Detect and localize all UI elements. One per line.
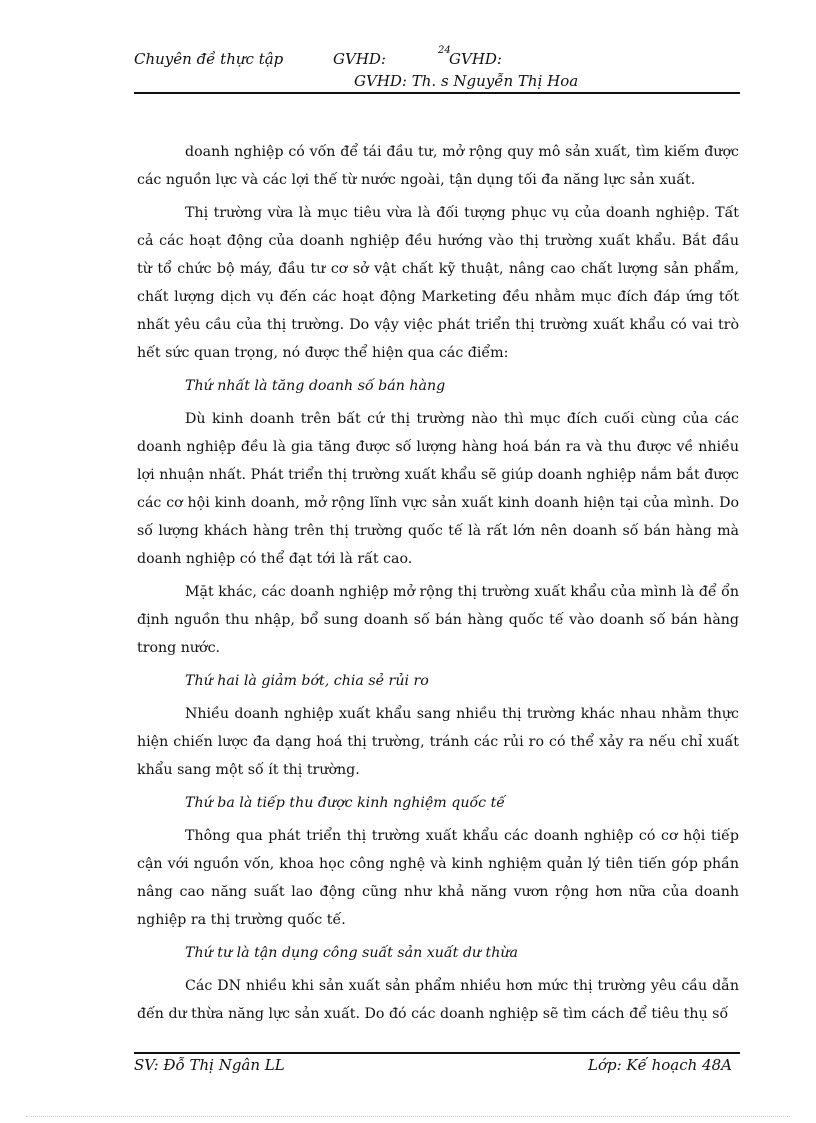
section-heading: Thứ hai là giảm bớt, chia sẻ rủi ro [185,673,429,689]
section-heading: Thứ ba là tiếp thu được kinh nghiệm quốc tế [185,795,506,811]
paragraph: Dù kinh doanh trên bất cứ thị trường nào thì mục đích cuối cùng của các doanh nghiệp đều là gia tăng được số lượng hàng hoá bán ra và thu được về nhiều lợi nhuận nhất. Phát triển thị trường xuất khẩu sẽ giúp doanh nghiệp nắm bắt được các cơ hội kinh doanh, mở rộng lĩnh vực sản xuất kinh doanh hiện tại của mình. Do số lượng khách hàng trên thị trường quốc tế là rất lớn nên doanh số bán hàng mà doanh nghiệp có thể đạt tới là rất cao. [137,411,739,567]
section-heading: Thứ tư là tận dụng công suất sản xuất dư thừa [185,945,518,961]
paragraph: Các DN nhiều khi sản xuất sản phẩm nhiều hơn mức thị trường yêu cầu dẫn đến dư thừa năng lực sản xuất. Do đó các doanh nghiệp sẽ tìm cách để tiêu thụ số [137,978,739,1022]
section-heading: Thứ nhất là tăng doanh số bán hàng [185,378,446,394]
footer-divider [134,1052,740,1054]
header-title: Chuyên đề thực tập [134,50,284,68]
footer-student: SV: Đỗ Thị Ngân LL [134,1056,285,1074]
paragraph: Thị trường vừa là mục tiêu vừa là đối tượng phục vụ của doanh nghiệp. Tất cả các hoạt động của doanh nghiệp đều hướng vào thị trường xuất khẩu. Bắt đầu từ tổ chức bộ máy, đầu tư cơ sở vật chất kỹ thuật, nâng cao chất lượng sản phẩm, chất lượng dịch vụ đến các hoạt động Marketing đều nhằm mục đích đáp ứng tốt nhất yêu cầu của thị trường. Do vậy việc phát triển thị trường xuất khẩu có vai trò hết sức quan trọng, nó được thể hiện qua các điểm: [137,205,739,361]
header-gvhd-label: GVHD: [333,50,386,68]
header-divider [134,92,740,94]
header-gvhd-label-2: GVHD: [449,50,502,68]
paragraph: Mặt khác, các doanh nghiệp mở rộng thị trường xuất khẩu của mình là để ổn định nguồn thu nhập, bổ sung doanh số bán hàng quốc tế vào doanh số bán hàng trong nước. [137,584,739,656]
paragraph: Thông qua phát triển thị trường xuất khẩu các doanh nghiệp có cơ hội tiếp cận với nguồn vốn, khoa học công nghệ và kinh nghiệm quản lý tiên tiến góp phần nâng cao năng suất lao động cũng như khả năng vươn rộng hơn nữa của doanh nghiệp ra thị trường quốc tế. [137,828,739,928]
paragraph: doanh nghiệp có vốn để tái đầu tư, mở rộng quy mô sản xuất, tìm kiếm được các nguồn lực và các lợi thế từ nước ngoài, tận dụng tối đa năng lực sản xuất. [137,144,739,188]
header-supervisor: GVHD: Th. s Nguyễn Thị Hoa [354,72,579,90]
page-number: 24 [438,45,451,56]
page-edge-line [26,1116,790,1117]
document-body [137,138,739,1033]
paragraph: Nhiều doanh nghiệp xuất khẩu sang nhiều thị trường khác nhau nhằm thực hiện chiến lược đa dạng hoá thị trường, tránh các rủi ro có thể xảy ra nếu chỉ xuất khẩu sang một số ít thị trường. [137,706,739,778]
footer-class: Lớp: Kế hoạch 48A [588,1056,733,1074]
